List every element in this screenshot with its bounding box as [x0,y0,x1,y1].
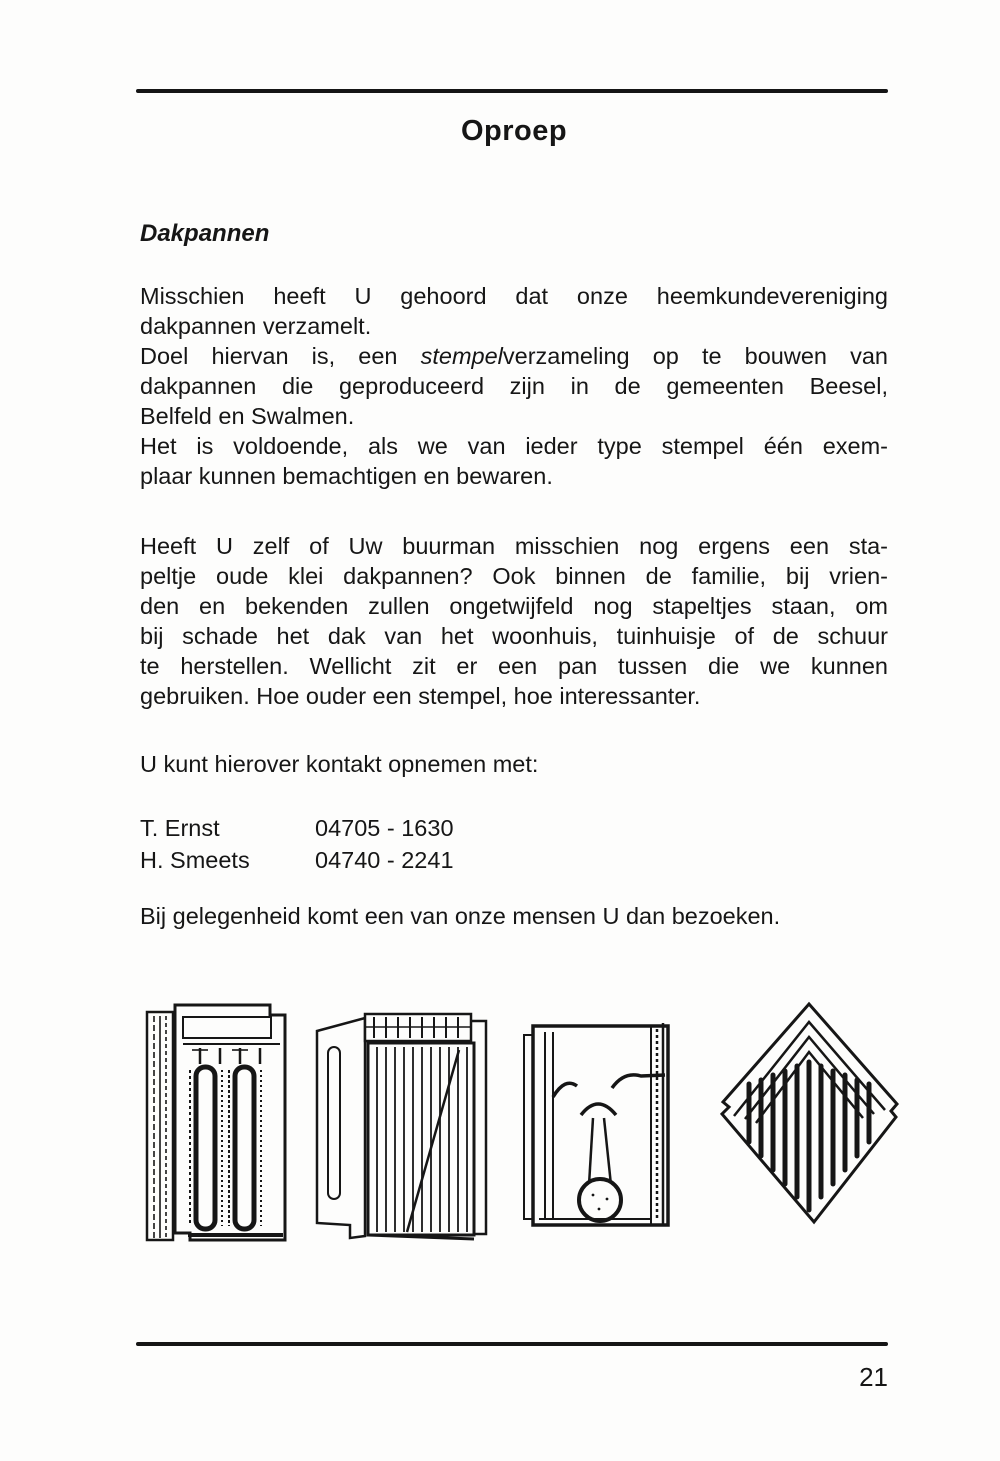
contact-phone: 04740 - 2241 [315,847,454,873]
roof-tile-illustration-3 [519,1019,681,1237]
paragraph-line: Misschien heeft U gehoord dat onze heemkundevereniging [140,283,888,309]
contact-row [140,812,888,844]
closing-line: Bij gelegenheid komt een van onze mensen U dan bezoeken. [140,903,781,929]
page-number: 21 [859,1362,888,1392]
paragraph-line: te herstellen. Wellicht zit er een pan tussen die we kunnen [140,653,888,679]
roof-tile-with-vertical-ribs-icon [308,1003,496,1251]
paragraph-line [140,341,888,371]
roof-tile-illustration-2 [308,1003,496,1251]
paragraph-line: Belfeld en Swalmen. [140,403,355,429]
roof-tile-with-pendulum-ornament-icon [519,1019,681,1237]
roof-tile-illustration-4 [714,1000,904,1228]
paragraph-line: plaar kunnen bemachtigen en bewaren. [140,463,553,489]
bottom-rule [136,1342,888,1346]
roof-tile-with-double-channels-icon [142,994,292,1247]
paragraph-2 [140,531,888,711]
paragraph-line: dakpannen die geproduceerd zijn in de gemeenten Beesel, [140,373,888,399]
paragraph-line: peltje oude klei dakpannen? Ook binnen de familie, bij vrien- [140,563,888,589]
paragraph-line: bij schade het dak van het woonhuis, tuinhuisje of de schuur [140,623,888,649]
top-rule [136,89,888,93]
page-title: Oproep [460,115,568,147]
contact-phone: 04705 - 1630 [315,815,454,841]
paragraph-line: Het is voldoende, als we van ieder type stempel één exem- [140,433,888,459]
italic-word: stempel [420,343,503,369]
contact-list [140,812,888,876]
section-heading: Dakpannen [140,220,270,247]
paragraph-line: dakpannen verzamelt. [140,313,372,339]
line-text: Doel hiervan is, een [140,343,421,369]
roof-tile-illustration-1 [142,994,292,1247]
paragraph-line: gebruiken. Hoe ouder een stempel, hoe interessanter. [140,683,701,709]
contact-name: T. Ernst [140,815,220,841]
contact-intro: U kunt hierover kontakt opnemen met: [140,751,539,777]
contact-row [140,844,888,876]
contact-name: H. Smeets [140,847,250,873]
line-text: verzameling op te bouwen van [502,343,888,369]
paragraph-1 [140,281,888,491]
paragraph-line: den en bekenden zullen ongetwijfeld nog stapeltjes staan, om [140,593,888,619]
paragraph-line: Heeft U zelf of Uw buurman misschien nog ergens een sta- [140,533,888,559]
diamond-roof-tile-with-ribs-icon [714,1000,904,1228]
